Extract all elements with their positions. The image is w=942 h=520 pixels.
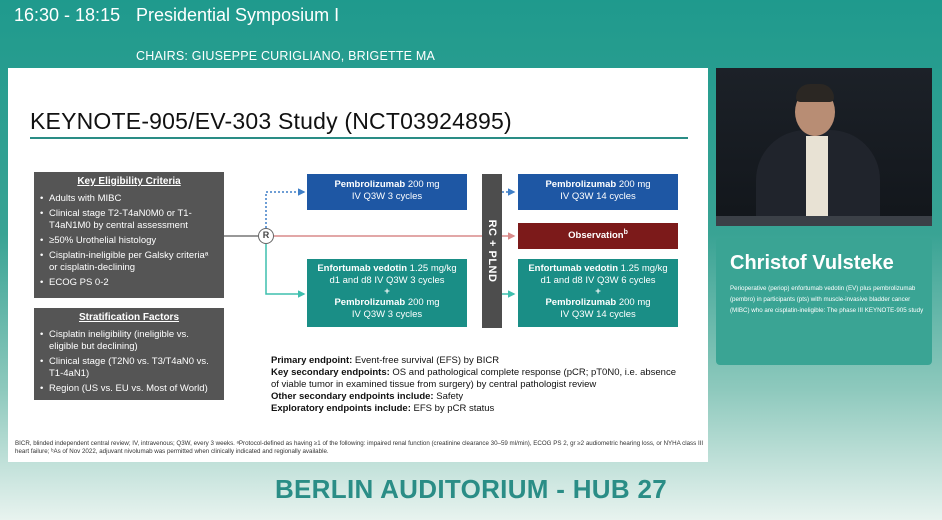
endpoint-row — [271, 367, 681, 391]
endpoints — [271, 355, 681, 415]
arm-observation — [518, 223, 678, 249]
arm-schedule: d1 and d8 IV Q3W 3 cycles — [329, 275, 445, 286]
arm-ev-pembro-neoadjuvant — [307, 259, 467, 327]
list-item: • Cisplatin-ineligible per Galsky criteriaᵃ or cisplatin-declining — [40, 250, 218, 274]
endpoint-row — [271, 355, 681, 367]
room-label: BERLIN AUDITORIUM - HUB 27 — [274, 474, 668, 504]
podium — [716, 216, 932, 226]
arm-schedule: IV Q3W 14 cycles — [560, 191, 636, 202]
surgery-label: RC + PLND — [486, 219, 498, 283]
slide-title: KEYNOTE-905/EV-303 Study (NCT03924895) — [30, 108, 512, 134]
list-item: • ECOG PS 0-2 — [40, 277, 218, 289]
arm-drug: Enfortumab vedotin — [317, 263, 408, 274]
endpoint-label: Key secondary endpoints: — [271, 367, 390, 378]
list-item: • Adults with MIBC — [40, 193, 218, 205]
session-title: Presidential Symposium I — [136, 5, 340, 25]
observation-footnote-marker: b — [623, 228, 628, 236]
list-item: • Cisplatin ineligibility (ineligible vs. eligible but declining) — [40, 329, 218, 353]
session-time: 16:30 - 18:15 — [14, 5, 121, 25]
endpoint-text: Event-free survival (EFS) by BICR — [352, 355, 500, 366]
speaker-video — [716, 68, 932, 226]
arm-schedule: d1 and d8 IV Q3W 6 cycles — [540, 275, 656, 286]
speaker-card — [716, 238, 932, 365]
arm-plus: + — [595, 286, 601, 297]
arm-dose: 1.25 mg/kg — [407, 263, 457, 274]
speaker-hair — [796, 84, 834, 102]
endpoint-label: Exploratory endpoints include: — [271, 403, 411, 414]
list-item: • ≥50% Urothelial histology — [40, 235, 218, 247]
endpoint-row — [271, 391, 681, 403]
talk-title: Perioperative (periop) enfortumab vedotin (EV) plus pembrolizumab (pembro) in participants (pts) with muscle-invasive bladder cancer (MIBC) who are cisplatin-ineligible: The phase III KEYNOTE-905 study — [730, 285, 924, 314]
endpoint-row — [271, 403, 681, 415]
arm-drug: Enfortumab vedotin — [528, 263, 619, 274]
arm-dose: 200 mg — [616, 297, 651, 308]
arm-drug: Pembrolizumab — [334, 179, 406, 190]
arm-dose: 200 mg — [405, 179, 440, 190]
arm-drug: Pembrolizumab — [334, 297, 406, 308]
endpoint-label: Other secondary endpoints include: — [271, 391, 434, 402]
endpoint-label: Primary endpoint: — [271, 355, 353, 366]
arm-plus: + — [384, 286, 390, 297]
connector-line — [266, 244, 304, 294]
observation-label: Observation — [568, 230, 624, 241]
arm-pembro-adjuvant — [518, 174, 678, 210]
arm-drug: Pembrolizumab — [545, 297, 617, 308]
surgery-bar — [482, 174, 502, 328]
endpoint-text: OS and pathological complete response (pCR; pT0N0, i.e. absence of viable tumor in examined tissue from surgery) by central pathologist review — [271, 367, 676, 390]
arm-drug: Pembrolizumab — [545, 179, 617, 190]
arm-dose: 200 mg — [616, 179, 651, 190]
arm-dose: 1.25 mg/kg — [618, 263, 668, 274]
endpoint-text: EFS by pCR status — [410, 403, 495, 414]
list-item: • Clinical stage T2-T4aN0M0 or T1-T4aN1M0 by central assessment — [40, 208, 218, 232]
arm-dose: 200 mg — [405, 297, 440, 308]
arm-ev-pembro-adjuvant — [518, 259, 678, 327]
slide-footnote: BICR, blinded independent central review; IV, intravenous; Q3W, every 3 weeks. ᵃProtocol-defined as having ≥1 of the following: impaired renal function (creatinine clearance 30–59 ml/min), ECOG PS 2, gr ≥2 audiometric hearing loss, or NYHA class III heart failure; ᵇAs of Nov 2022, adjuvant nivolumab was permitted when clinically indicated and regionally available. — [15, 440, 704, 455]
list-item: • Clinical stage (T2N0 vs. T3/T4aN0 vs. T1-4aN1) — [40, 356, 218, 380]
speaker-name: Christof Vulsteke — [730, 252, 894, 274]
stratification-heading: Stratification Factors — [78, 312, 180, 323]
presentation-slide — [8, 68, 708, 462]
arm-schedule: IV Q3W 14 cycles — [560, 309, 636, 320]
eligibility-heading: Key Eligibility Criteria — [77, 176, 181, 187]
arm-schedule: IV Q3W 3 cycles — [351, 309, 423, 320]
connector-line — [266, 192, 304, 228]
list-item: • Region (US vs. EU vs. Most of World) — [40, 383, 218, 395]
randomization-node: R — [258, 228, 274, 244]
arm-pembro-neoadjuvant — [307, 174, 467, 210]
session-chairs: CHAIRS: GIUSEPPE CURIGLIANO, BRIGETTE MA — [136, 49, 436, 63]
endpoint-text: Safety — [433, 391, 464, 402]
speaker-shirt — [806, 136, 828, 226]
arm-schedule: IV Q3W 3 cycles — [351, 191, 423, 202]
